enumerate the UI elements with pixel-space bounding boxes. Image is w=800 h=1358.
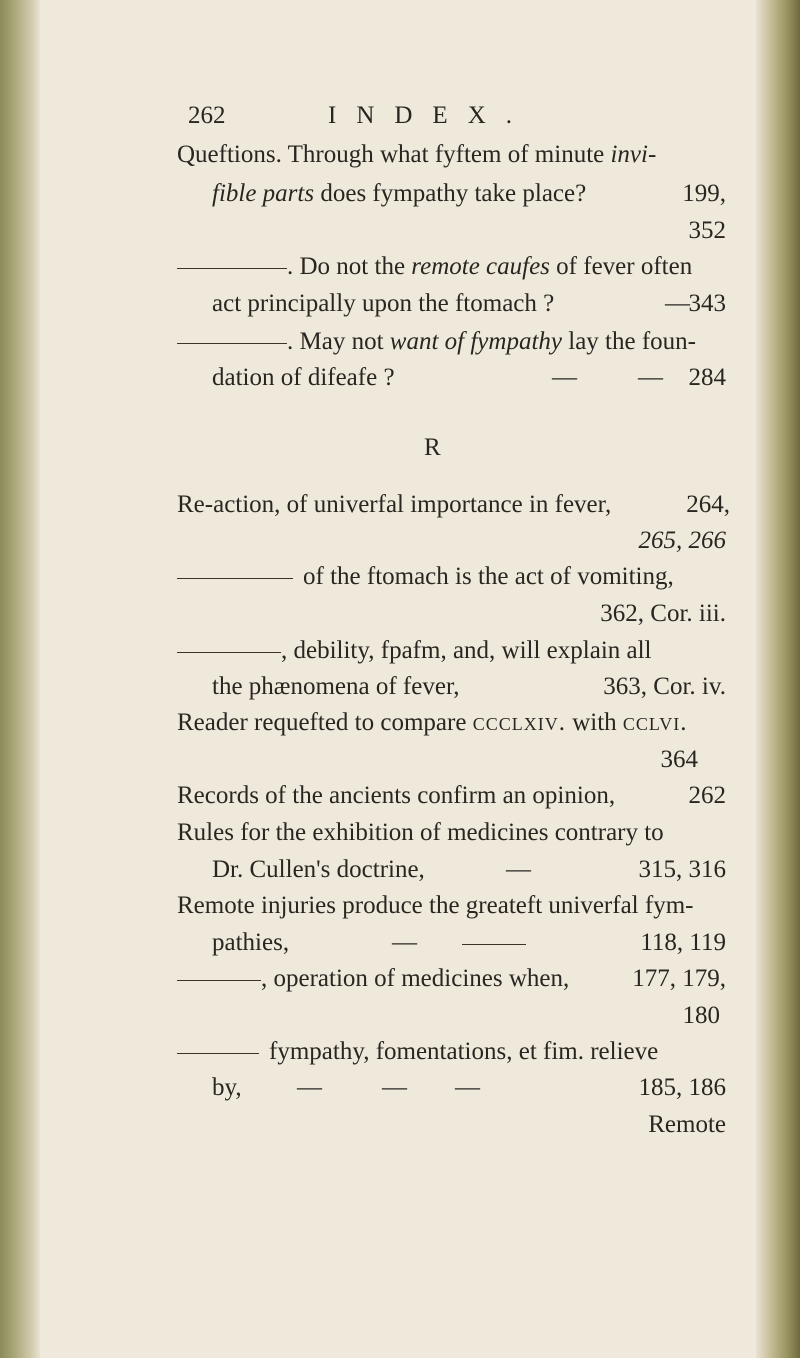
entry-line	[177, 891, 693, 921]
ditto-dash-line	[462, 928, 526, 958]
ditto-dash	[177, 1053, 259, 1054]
page-ref: 264,	[686, 491, 730, 518]
page-ref: 199,	[682, 180, 726, 207]
entry-line	[212, 855, 425, 885]
rule-dash: —	[382, 1074, 407, 1101]
entry-smallcaps: cclvi.	[622, 709, 688, 736]
page-ref: 315, 316	[638, 856, 726, 883]
entry-line	[177, 1037, 658, 1067]
entry-line	[177, 562, 674, 592]
entry-text: , operation of medicines when,	[261, 965, 570, 992]
entry-line	[212, 1073, 242, 1103]
book-page	[40, 0, 756, 1358]
rule-dash: —	[392, 929, 417, 956]
entry-line	[177, 964, 569, 994]
rule-dash: —	[552, 364, 577, 391]
page-ref: 363, Cor. iv.	[603, 673, 726, 700]
ditto-dash	[177, 268, 287, 269]
section-letter: R	[424, 434, 441, 461]
catchword: Remote	[648, 1111, 726, 1138]
entry-text: of fever often	[556, 253, 693, 280]
entry-line	[177, 327, 696, 357]
page-ref: 352	[688, 217, 726, 244]
entry-text: of the ftomach is the act of vomiting,	[303, 563, 674, 590]
entry-text: with	[572, 709, 617, 736]
rule-dash: —	[665, 290, 690, 317]
entry-text: by,	[212, 1074, 242, 1101]
left-page-edge	[0, 0, 40, 1358]
entry-line	[212, 363, 395, 393]
entry-text: Queftions. Through what fyftem of minute	[177, 141, 605, 168]
page-ref: 262	[688, 782, 726, 809]
entry-text: dation of difeafe ?	[212, 364, 395, 391]
entry-italic: fible parts	[212, 180, 315, 207]
entry-text: Rules for the exhibition of medicines contrary to	[177, 819, 664, 846]
running-head: INDEX.	[328, 102, 533, 129]
page-ref: 364	[660, 746, 698, 773]
rule-dash: —	[455, 1074, 480, 1101]
entry-italic: remote caufes	[411, 253, 550, 280]
entry-line	[177, 818, 664, 848]
entry-line	[177, 140, 656, 170]
page-ref: 362, Cor. iii.	[600, 600, 726, 627]
entry-line	[212, 179, 586, 209]
rule-dash: —	[506, 856, 531, 883]
entry-text: pathies,	[212, 929, 290, 956]
entry-line	[177, 490, 611, 520]
entry-italic: want of fympathy	[389, 328, 562, 355]
entry-line	[177, 252, 692, 282]
page-ref: 284	[688, 364, 726, 391]
rule-dash: —	[638, 364, 663, 391]
ditto-dash	[177, 343, 287, 344]
entry-text: , debility, fpafm, and, will explain all	[281, 637, 652, 664]
ditto-dash	[177, 980, 261, 981]
entry-text: Reader requefted to compare	[177, 709, 467, 736]
page-ref: 343	[688, 290, 726, 317]
entry-text: act principally upon the ftomach ?	[212, 290, 555, 317]
ditto-dash	[462, 944, 526, 945]
page-ref: 265, 266	[638, 527, 726, 554]
entry-text: Re-action, of univerfal importance in fever,	[177, 491, 612, 518]
entry-line	[212, 928, 289, 958]
entry-text: the phænomena of fever,	[212, 673, 460, 700]
entry-text: fympathy, fomentations, et fim. relieve	[269, 1038, 659, 1065]
entry-italic: invi-	[610, 141, 657, 168]
entry-text: lay the foun-	[568, 328, 696, 355]
page-number: 262	[188, 102, 226, 129]
rule-dash: —	[297, 1074, 322, 1101]
entry-line	[212, 672, 460, 702]
entry-line	[177, 636, 652, 666]
entry-line	[212, 289, 554, 319]
entry-text: . May not	[287, 328, 384, 355]
entry-line	[177, 781, 615, 811]
right-page-edge	[756, 0, 800, 1358]
entry-text: does fympathy take place?	[320, 180, 587, 207]
entry-line	[177, 708, 688, 738]
page-ref: 185, 186	[638, 1074, 726, 1101]
entry-text: . Do not the	[287, 253, 406, 280]
entry-text: Dr. Cullen's doctrine,	[212, 856, 425, 883]
entry-text: Records of the ancients confirm an opinion,	[177, 782, 616, 809]
page-ref: 177, 179,	[632, 965, 726, 992]
entry-text: Remote injuries produce the greateft univerfal fym-	[177, 892, 694, 919]
ditto-dash	[177, 578, 293, 579]
ditto-dash	[177, 652, 281, 653]
entry-smallcaps: ccclxiv.	[472, 709, 566, 736]
page-ref: 180	[682, 1002, 720, 1029]
page-ref: 118, 119	[640, 929, 726, 956]
